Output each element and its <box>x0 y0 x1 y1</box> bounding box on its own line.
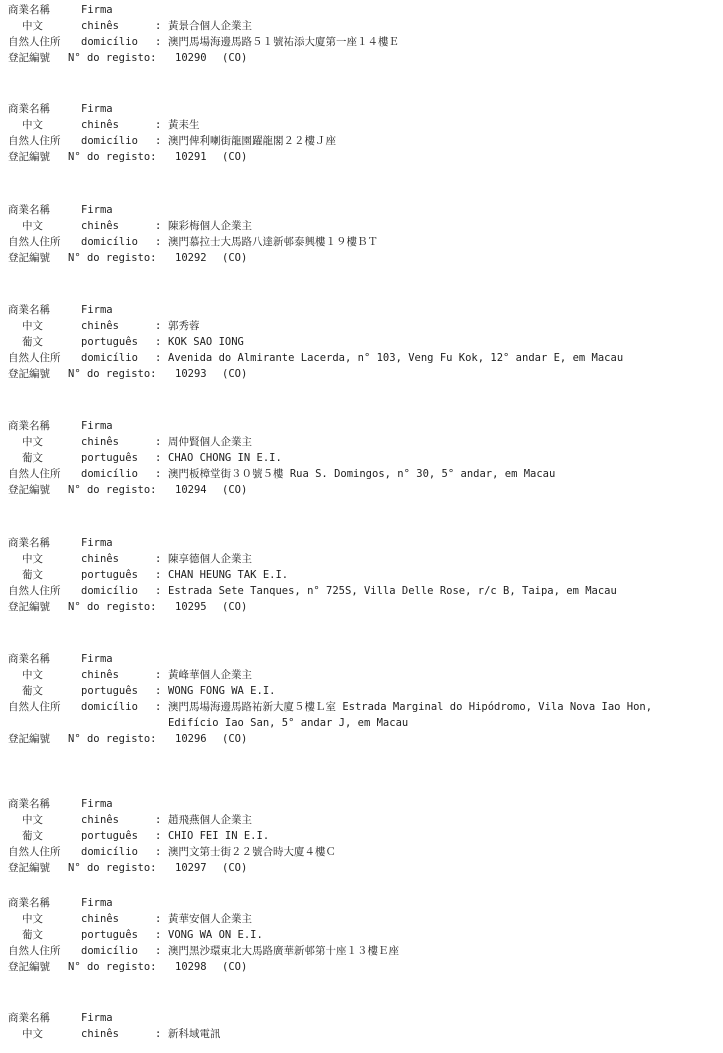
label-firma-pt: Firma <box>81 1012 113 1024</box>
chines-row <box>8 1026 715 1042</box>
firma-row <box>8 651 715 667</box>
co-tag: (CO) <box>222 484 248 496</box>
chinese-name: 黃景合個人企業主 <box>168 20 252 32</box>
label-firma-cn: 商業名稱 <box>8 798 50 810</box>
registo-number: 10295 <box>175 601 207 613</box>
label-firma-pt: Firma <box>81 798 113 810</box>
label-dom-pt: domicílio <box>81 701 138 713</box>
label-chines-cn: 中文 <box>22 913 43 925</box>
portugues-row <box>8 683 715 699</box>
portugues-row <box>8 450 715 466</box>
co-tag: (CO) <box>222 862 248 874</box>
label-reg-cn: 登記編號 <box>8 52 50 64</box>
co-tag: (CO) <box>222 252 248 264</box>
portugues-row <box>8 567 715 583</box>
portugues-name: CHAN HEUNG TAK E.I. <box>168 569 289 581</box>
domicilio-value: 澳門俾利喇街龍園躍龍閣２２樓Ｊ座 <box>168 135 336 147</box>
record-entry <box>8 535 715 615</box>
label-chines-cn: 中文 <box>22 553 43 565</box>
colon: : <box>155 701 162 713</box>
domicilio-row <box>8 844 715 860</box>
label-firma-pt: Firma <box>81 4 113 16</box>
label-dom-pt: domicílio <box>81 36 138 48</box>
label-reg-cn: 登記編號 <box>8 601 50 613</box>
label-dom-cn: 自然人住所 <box>8 468 61 480</box>
portugues-name: KOK SAO IONG <box>168 336 244 348</box>
label-firma-pt: Firma <box>81 304 113 316</box>
label-port-pt: português <box>81 685 138 697</box>
chinese-name: 周仲賢個人企業主 <box>168 436 252 448</box>
domicilio-value: Avenida do Almirante Lacerda, n° 103, Veng Fu Kok, 12° andar E, em Macau <box>168 352 624 364</box>
domicilio-row <box>8 943 715 959</box>
record-entry <box>8 651 715 747</box>
label-firma-pt: Firma <box>81 204 113 216</box>
chinese-name: 新科域電訊 <box>168 1028 221 1040</box>
label-chines-pt: chinês <box>81 436 119 448</box>
chinese-name: 趙飛燕個人企業主 <box>168 814 252 826</box>
portugues-name: CHAO CHONG IN E.I. <box>168 452 282 464</box>
label-dom-cn: 自然人住所 <box>8 352 61 364</box>
label-firma-cn: 商業名稱 <box>8 537 50 549</box>
colon: : <box>155 913 162 925</box>
colon: : <box>155 220 162 232</box>
label-port-cn: 葡文 <box>22 685 43 697</box>
label-firma-pt: Firma <box>81 897 113 909</box>
domicilio-row <box>8 34 715 50</box>
record-entry <box>8 1010 715 1042</box>
record-entry <box>8 202 715 266</box>
domicilio-row <box>8 466 715 482</box>
label-dom-cn: 自然人住所 <box>8 36 61 48</box>
label-chines-cn: 中文 <box>22 436 43 448</box>
label-chines-cn: 中文 <box>22 20 43 32</box>
chines-row <box>8 434 715 450</box>
colon: : <box>155 945 162 957</box>
label-reg-pt: N° do registo: <box>68 151 157 163</box>
label-chines-pt: chinês <box>81 220 119 232</box>
label-reg-pt: N° do registo: <box>68 52 157 64</box>
label-dom-pt: domicílio <box>81 945 138 957</box>
label-port-cn: 葡文 <box>22 929 43 941</box>
portugues-row <box>8 334 715 350</box>
chines-row <box>8 318 715 334</box>
domicilio-value: 澳門板樟堂街３０號５樓 Rua S. Domingos, n° 30, 5° andar, em Macau <box>168 468 556 480</box>
co-tag: (CO) <box>222 601 248 613</box>
label-chines-pt: chinês <box>81 669 119 681</box>
label-port-cn: 葡文 <box>22 336 43 348</box>
label-firma-pt: Firma <box>81 420 113 432</box>
firma-row <box>8 796 715 812</box>
registo-number: 10290 <box>175 52 207 64</box>
label-port-cn: 葡文 <box>22 830 43 842</box>
registo-row <box>8 959 715 975</box>
label-dom-pt: domicílio <box>81 585 138 597</box>
co-tag: (CO) <box>222 368 248 380</box>
label-reg-cn: 登記編號 <box>8 252 50 264</box>
label-port-pt: português <box>81 830 138 842</box>
colon: : <box>155 336 162 348</box>
label-chines-pt: chinês <box>81 320 119 332</box>
co-tag: (CO) <box>222 961 248 973</box>
label-reg-pt: N° do registo: <box>68 252 157 264</box>
label-dom-pt: domicílio <box>81 468 138 480</box>
label-port-pt: português <box>81 452 138 464</box>
portugues-name: VONG WA ON E.I. <box>168 929 263 941</box>
registo-number: 10291 <box>175 151 207 163</box>
label-chines-cn: 中文 <box>22 669 43 681</box>
registo-row <box>8 731 715 747</box>
colon: : <box>155 352 162 364</box>
label-chines-cn: 中文 <box>22 1028 43 1040</box>
label-dom-pt: domicílio <box>81 846 138 858</box>
label-chines-pt: chinês <box>81 119 119 131</box>
domicilio-row <box>8 350 715 366</box>
registo-number: 10294 <box>175 484 207 496</box>
label-reg-pt: N° do registo: <box>68 961 157 973</box>
colon: : <box>155 929 162 941</box>
label-firma-cn: 商業名稱 <box>8 653 50 665</box>
label-chines-pt: chinês <box>81 814 119 826</box>
firma-row <box>8 895 715 911</box>
label-dom-cn: 自然人住所 <box>8 945 61 957</box>
domicilio-value: 澳門黑沙環東北大馬路廣華新邨第十座１３樓Ｅ座 <box>168 945 399 957</box>
label-port-pt: português <box>81 929 138 941</box>
registo-row <box>8 250 715 266</box>
colon: : <box>155 1028 162 1040</box>
label-firma-cn: 商業名稱 <box>8 103 50 115</box>
colon: : <box>155 119 162 131</box>
label-chines-pt: chinês <box>81 553 119 565</box>
label-firma-pt: Firma <box>81 103 113 115</box>
chinese-name: 黃華安個人企業主 <box>168 913 252 925</box>
domicilio-row <box>8 133 715 149</box>
colon: : <box>155 135 162 147</box>
portugues-name: WONG FONG WA E.I. <box>168 685 276 697</box>
portugues-row <box>8 828 715 844</box>
label-chines-cn: 中文 <box>22 220 43 232</box>
label-chines-cn: 中文 <box>22 320 43 332</box>
domicilio-row <box>8 699 715 731</box>
label-chines-cn: 中文 <box>22 814 43 826</box>
colon: : <box>155 436 162 448</box>
label-firma-pt: Firma <box>81 537 113 549</box>
label-chines-pt: chinês <box>81 20 119 32</box>
label-dom-pt: domicílio <box>81 236 138 248</box>
label-reg-cn: 登記編號 <box>8 151 50 163</box>
record-entry <box>8 796 715 876</box>
firma-row <box>8 418 715 434</box>
chines-row <box>8 911 715 927</box>
label-reg-cn: 登記編號 <box>8 484 50 496</box>
label-dom-cn: 自然人住所 <box>8 135 61 147</box>
label-reg-pt: N° do registo: <box>68 733 157 745</box>
colon: : <box>155 669 162 681</box>
registo-row <box>8 599 715 615</box>
label-port-cn: 葡文 <box>22 569 43 581</box>
label-dom-cn: 自然人住所 <box>8 846 61 858</box>
colon: : <box>155 685 162 697</box>
registo-number: 10298 <box>175 961 207 973</box>
chines-row <box>8 117 715 133</box>
label-dom-cn: 自然人住所 <box>8 701 61 713</box>
label-reg-cn: 登記編號 <box>8 862 50 874</box>
chinese-name: 陳享德個人企業主 <box>168 553 252 565</box>
label-firma-cn: 商業名稱 <box>8 1012 50 1024</box>
colon: : <box>155 553 162 565</box>
label-reg-pt: N° do registo: <box>68 601 157 613</box>
record-entry <box>8 101 715 165</box>
firma-row <box>8 302 715 318</box>
label-reg-cn: 登記編號 <box>8 368 50 380</box>
firma-row <box>8 101 715 117</box>
registo-row <box>8 149 715 165</box>
label-reg-cn: 登記編號 <box>8 961 50 973</box>
chines-row <box>8 551 715 567</box>
label-dom-cn: 自然人住所 <box>8 585 61 597</box>
chinese-name: 陳彩梅個人企業主 <box>168 220 252 232</box>
colon: : <box>155 452 162 464</box>
co-tag: (CO) <box>222 151 248 163</box>
domicilio-value: 澳門馬場海邊馬路５１號祐添大廈第一座１４樓Ｅ <box>168 36 399 48</box>
colon: : <box>155 36 162 48</box>
label-chines-pt: chinês <box>81 1028 119 1040</box>
domicilio-value: 澳門馬場海邊馬路祐新大廈５樓Ｌ室 Estrada Marginal do Hipódromo, Vila Nova Iao Hon, Edifício Iao San, 5° andar J, em Macau <box>168 701 653 729</box>
registo-row <box>8 860 715 876</box>
registo-number: 10296 <box>175 733 207 745</box>
label-chines-cn: 中文 <box>22 119 43 131</box>
label-firma-cn: 商業名稱 <box>8 304 50 316</box>
label-firma-cn: 商業名稱 <box>8 4 50 16</box>
record-entry <box>8 2 715 66</box>
domicilio-row <box>8 234 715 250</box>
colon: : <box>155 20 162 32</box>
colon: : <box>155 569 162 581</box>
label-reg-pt: N° do registo: <box>68 862 157 874</box>
chinese-name: 黃峰華個人企業主 <box>168 669 252 681</box>
chines-row <box>8 18 715 34</box>
domicilio-value: 澳門文第士街２２號合時大廈４樓Ｃ <box>168 846 336 858</box>
portugues-row <box>8 927 715 943</box>
firma-row <box>8 535 715 551</box>
record-entry <box>8 302 715 382</box>
firma-row <box>8 202 715 218</box>
label-dom-pt: domicílio <box>81 135 138 147</box>
label-port-cn: 葡文 <box>22 452 43 464</box>
domicilio-value: Estrada Sete Tanques, n° 725S, Villa Delle Rose, r/c B, Taipa, em Macau <box>168 585 617 597</box>
registo-number: 10292 <box>175 252 207 264</box>
firma-row <box>8 2 715 18</box>
colon: : <box>155 320 162 332</box>
record-entry <box>8 418 715 498</box>
registo-row <box>8 50 715 66</box>
co-tag: (CO) <box>222 733 248 745</box>
colon: : <box>155 846 162 858</box>
colon: : <box>155 585 162 597</box>
label-port-pt: português <box>81 569 138 581</box>
chinese-name: 黃耒生 <box>168 119 200 131</box>
label-reg-pt: N° do registo: <box>68 484 157 496</box>
label-firma-cn: 商業名稱 <box>8 204 50 216</box>
colon: : <box>155 468 162 480</box>
label-port-pt: português <box>81 336 138 348</box>
label-dom-pt: domicílio <box>81 352 138 364</box>
chinese-name: 郭秀蓉 <box>168 320 200 332</box>
registo-row <box>8 482 715 498</box>
portugues-name: CHIO FEI IN E.I. <box>168 830 270 842</box>
label-firma-cn: 商業名稱 <box>8 897 50 909</box>
firma-row <box>8 1010 715 1026</box>
colon: : <box>155 236 162 248</box>
registo-row <box>8 366 715 382</box>
co-tag: (CO) <box>222 52 248 64</box>
chines-row <box>8 667 715 683</box>
chines-row <box>8 812 715 828</box>
registo-number: 10297 <box>175 862 207 874</box>
label-dom-cn: 自然人住所 <box>8 236 61 248</box>
colon: : <box>155 830 162 842</box>
chines-row <box>8 218 715 234</box>
label-chines-pt: chinês <box>81 913 119 925</box>
record-entry <box>8 895 715 975</box>
domicilio-value: 澳門慕拉士大馬路八達新邨泰興樓１９樓ＢＴ <box>168 236 378 248</box>
label-reg-pt: N° do registo: <box>68 368 157 380</box>
label-reg-cn: 登記編號 <box>8 733 50 745</box>
domicilio-row <box>8 583 715 599</box>
registo-number: 10293 <box>175 368 207 380</box>
colon: : <box>155 814 162 826</box>
label-firma-cn: 商業名稱 <box>8 420 50 432</box>
label-firma-pt: Firma <box>81 653 113 665</box>
